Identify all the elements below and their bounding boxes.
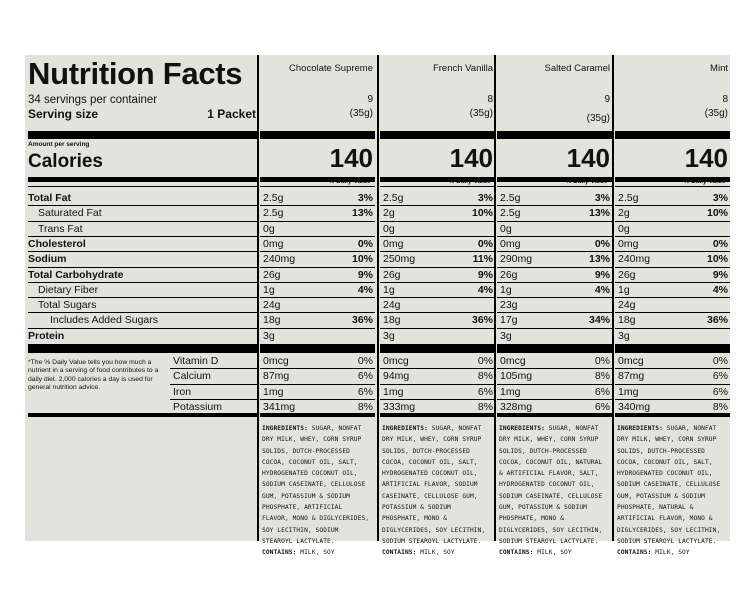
ingredients-label: INGREDIENTS: — [617, 425, 663, 432]
nutrient-label: Protein — [28, 329, 65, 342]
column-protein-bar — [380, 344, 495, 353]
vitamin-amount: 0mcg — [383, 355, 409, 367]
vitamin-amount: 94mg — [383, 370, 410, 383]
nutrient-rule — [260, 297, 375, 298]
nutrient-rule — [260, 251, 375, 252]
nutrient-rule — [260, 312, 375, 313]
nutrient-label: Dietary Fiber — [38, 283, 99, 296]
nutrient-label: Total Sugars — [38, 299, 97, 312]
nutrient-rule — [380, 251, 495, 252]
nutrient-amount: 2.5g — [500, 207, 521, 220]
nutrient-daily-value: 10% — [706, 207, 728, 220]
nutrient-amount: 1g — [383, 283, 395, 296]
nutrient-daily-value: 10% — [706, 253, 728, 266]
column-divider — [257, 55, 259, 541]
nutrient-rule — [28, 205, 257, 206]
column-top-bar — [615, 131, 730, 139]
nutrient-rule — [28, 267, 257, 268]
nutrient-rule — [380, 297, 495, 298]
column-divider — [612, 55, 614, 541]
flavor-serving-grams: (35g) — [469, 108, 493, 119]
vitamin-amount: 328mg — [500, 400, 533, 413]
contains-allergens: MILK, SOY — [420, 549, 455, 557]
nutrient-label: Total Carbohydrate — [28, 268, 124, 281]
nutrient-rule — [380, 328, 495, 329]
vitamin-amount: 0mcg — [263, 355, 289, 367]
serving-size-label: Serving size — [28, 107, 99, 121]
vitamin-rule — [260, 368, 375, 369]
nutrient-amount: 0mg — [618, 237, 639, 250]
nutrient-daily-value: 4% — [712, 283, 728, 296]
nutrient-rule — [497, 282, 612, 283]
vitamin-label: Calcium — [173, 370, 211, 383]
nutrient-amount: 0mg — [383, 237, 404, 250]
nutrient-daily-value: 13% — [351, 207, 373, 220]
nutrient-rule — [28, 297, 257, 298]
vitamin-daily-value: 0% — [594, 355, 610, 367]
contains-label: CONTAINS: — [617, 549, 652, 557]
column-divider — [377, 55, 379, 541]
vitamin-daily-value: 8% — [594, 370, 610, 383]
nutrient-rule — [497, 221, 612, 222]
label-calorie-bar — [28, 177, 257, 182]
column-dv-rule — [497, 186, 612, 187]
nutrient-amount: 0mg — [263, 237, 284, 250]
nutrient-daily-value: 9% — [477, 268, 493, 281]
nutrient-amount: 2g — [618, 207, 630, 220]
ingredients-list: SUGAR, NONFAT DRY MILK, WHEY, CORN SYRUP SOLIDS, DUTCH-PROCESSED COCOA, COCONUT OIL, SALT, HYDROGENATED COCONUT OIL, SODIUM CASEINATE, CELLULOSE GUM, POTASSIUM & SODIUM PHOSPHATE, NATURAL & ARTIFICIAL FLAVOR, MONO & DIGLYCERIDES, SOY LECITHIN, SODIUM STEAROYL LACTYLATE. — [617, 425, 721, 545]
column-dv-rule — [380, 186, 495, 187]
nutrient-rule — [615, 297, 730, 298]
nutrient-amount: 17g — [500, 314, 518, 327]
nutrient-amount: 0mg — [500, 237, 521, 250]
nutrient-amount: 18g — [618, 314, 636, 327]
ingredients-text — [617, 423, 726, 559]
nutrient-label: Includes Added Sugars — [50, 314, 158, 327]
dv-header: % Daily Value* — [565, 178, 610, 185]
nutrient-daily-value: 11% — [472, 253, 493, 266]
nutrient-rule — [615, 328, 730, 329]
nutrient-rule — [380, 282, 495, 283]
nutrient-amount: 2.5g — [263, 207, 284, 220]
ingredients-label: INGREDIENTS: — [499, 425, 545, 432]
vitamin-rule — [497, 368, 612, 369]
nutrient-rule — [260, 236, 375, 237]
nutrient-amount: 2.5g — [263, 192, 284, 204]
nutrient-daily-value: 0% — [477, 237, 493, 250]
column-vitamin-bottom-bar — [497, 413, 612, 417]
nutrient-amount: 2g — [383, 207, 395, 220]
dv-header: % Daily Value* — [328, 178, 373, 185]
vitamin-rule — [170, 368, 257, 369]
nutrient-rule — [380, 205, 495, 206]
nutrient-label: Total Fat — [28, 192, 71, 204]
daily-value-footnote: *The % Daily Value tells you how much a nutrient in a serving of food contributes to a daily diet. 2,000 calories a day is used for general nutrition advice. — [28, 359, 159, 392]
vitamin-daily-value: 8% — [357, 400, 373, 413]
nutrient-daily-value: 9% — [712, 268, 728, 281]
flavor-serving-grams: (35g) — [586, 113, 610, 124]
flavor-calories: 140 — [684, 143, 728, 173]
vitamin-amount: 341mg — [263, 400, 296, 413]
contains-label: CONTAINS: — [262, 549, 297, 557]
column-vitamin-bottom-bar — [380, 413, 495, 417]
vitamin-daily-value: 6% — [712, 370, 728, 383]
ingredients-list: SUGAR, NONFAT DRY MILK, WHEY, CORN SYRUP SOLIDS, DUTCH-PROCESSED COCOA, COCONUT OIL, SALT, HYDROGENATED COCONUT OIL, ARTIFICIAL FLAVOR, SODIUM CASEINATE, CELLULOSE GUM, POTASSIUM & SODIUM PHOSPHATE, MONO & DIGLYCERIDES, SOY LECITHIN, SODIUM STEAROYL LACTYLATE. — [382, 425, 486, 545]
vitamin-rule — [497, 399, 612, 400]
flavor-servings: 9 — [367, 94, 373, 105]
contains-allergens: MILK, SOY — [537, 549, 572, 557]
nutrient-rule — [615, 236, 730, 237]
nutrient-rule — [497, 267, 612, 268]
nutrient-rule — [260, 267, 375, 268]
nutrient-rule — [260, 328, 375, 329]
nutrient-amount: 1g — [500, 283, 512, 296]
nutrient-rule — [615, 312, 730, 313]
vitamin-amount: 0mcg — [618, 355, 644, 367]
nutrient-amount: 18g — [383, 314, 401, 327]
nutrient-daily-value: 9% — [594, 268, 610, 281]
nutrient-rule — [615, 251, 730, 252]
nutrition-facts-panel — [25, 55, 730, 557]
nutrient-label: Saturated Fat — [38, 207, 102, 220]
vitamin-amount: 340mg — [618, 400, 651, 413]
nutrient-daily-value: 0% — [712, 237, 728, 250]
contains-label: CONTAINS: — [382, 549, 417, 557]
nutrient-amount: 2.5g — [618, 192, 639, 204]
label-vitamin-bottom-bar — [28, 413, 257, 417]
vitamin-amount: 87mg — [618, 370, 645, 383]
vitamin-daily-value: 6% — [712, 385, 728, 398]
vitamin-amount: 87mg — [263, 370, 290, 383]
vitamin-daily-value: 8% — [712, 400, 728, 413]
vitamin-rule — [380, 368, 495, 369]
vitamin-rule — [615, 399, 730, 400]
nutrient-amount: 0g — [383, 222, 395, 235]
nutrient-amount: 1g — [263, 283, 275, 296]
nutrient-amount: 26g — [500, 268, 518, 281]
ingredients-text — [499, 423, 608, 559]
vitamin-rule — [615, 368, 730, 369]
nutrient-rule — [260, 221, 375, 222]
nutrient-rule — [28, 312, 257, 313]
nutrient-amount: 3g — [618, 329, 630, 342]
nutrient-daily-value: 3% — [594, 192, 610, 204]
vitamin-amount: 1mg — [500, 385, 521, 398]
nutrient-rule — [380, 267, 495, 268]
amount-per-serving-label: Amount per serving — [28, 141, 90, 148]
vitamin-rule — [170, 399, 257, 400]
column-vitamin-bottom-bar — [615, 413, 730, 417]
ingredients-label: INGREDIENTS: — [382, 425, 428, 432]
column-top-bar — [260, 131, 375, 139]
nutrient-amount: 3g — [263, 329, 275, 342]
vitamin-amount: 105mg — [500, 370, 533, 383]
vitamin-daily-value: 8% — [477, 370, 493, 383]
nutrient-amount: 26g — [383, 268, 401, 281]
vitamin-daily-value: 0% — [477, 355, 493, 367]
contains-allergens: MILK, SOY — [300, 549, 335, 557]
vitamin-rule — [497, 384, 612, 385]
vitamin-rule — [260, 399, 375, 400]
page-title: Nutrition Facts — [28, 56, 243, 91]
vitamin-daily-value: 0% — [712, 355, 728, 367]
nutrient-rule — [497, 251, 612, 252]
nutrient-daily-value: 3% — [477, 192, 493, 204]
nutrient-rule — [380, 221, 495, 222]
column-protein-bar — [615, 344, 730, 353]
flavor-name: Chocolate Supreme — [289, 63, 373, 74]
column-vitamin-bottom-bar — [260, 413, 375, 417]
vitamin-daily-value: 0% — [357, 355, 373, 367]
vitamin-rule — [170, 384, 257, 385]
nutrient-daily-value: 10% — [471, 207, 493, 220]
vitamin-rule — [260, 384, 375, 385]
nutrient-amount: 3g — [383, 329, 395, 342]
nutrient-daily-value: 36% — [471, 314, 493, 327]
serving-size-value: 1 Packet — [207, 107, 256, 121]
nutrient-rule — [497, 236, 612, 237]
nutrient-amount: 250mg — [383, 253, 416, 266]
nutrient-daily-value: 4% — [477, 283, 493, 296]
flavor-name: French Vanilla — [432, 63, 493, 74]
column-top-bar — [380, 131, 495, 139]
flavor-calories: 140 — [566, 143, 610, 173]
flavor-serving-grams: (35g) — [349, 108, 373, 119]
nutrient-amount: 0g — [618, 222, 630, 235]
nutrient-amount: 0g — [263, 222, 275, 235]
vitamin-amount: 1mg — [618, 385, 639, 398]
vitamin-rule — [615, 384, 730, 385]
nutrient-label: Trans Fat — [38, 222, 83, 235]
vitamin-daily-value: 8% — [477, 400, 493, 413]
nutrient-rule — [28, 251, 257, 252]
servings-per-container: 34 servings per container — [28, 94, 158, 106]
nutrient-daily-value: 4% — [357, 283, 373, 296]
nutrient-rule — [615, 221, 730, 222]
vitamin-daily-value: 6% — [357, 370, 373, 383]
nutrient-rule — [497, 297, 612, 298]
vitamin-amount: 1mg — [383, 385, 404, 398]
nutrient-rule — [260, 205, 375, 206]
nutrient-amount: 1g — [618, 283, 630, 296]
nutrient-amount: 2.5g — [383, 192, 404, 204]
vitamin-daily-value: 6% — [357, 385, 373, 398]
ingredients-list: SUGAR, NONFAT DRY MILK, WHEY, CORN SYRUP SOLIDS, DUTCH-PROCESSED COCOA, COCONUT OIL, SALT, HYDROGENATED COCONUT OIL, SODIUM CASEINATE, CELLULOSE GUM, POTASSIUM & SODIUM PHOSPHATE, ARTIFICIAL FLAVOR, MONO & DIGLYCERIDES, SOY LECITHIN, SODIUM STEAROYL LACTYLATE. — [262, 425, 370, 545]
nutrient-daily-value: 34% — [588, 314, 610, 327]
nutrient-amount: 3g — [500, 329, 512, 342]
contains-allergens: MILK, SOY — [655, 549, 690, 557]
nutrient-amount: 240mg — [263, 253, 296, 266]
label-protein-bar — [28, 344, 257, 353]
nutrient-rule — [260, 282, 375, 283]
vitamin-label: Iron — [173, 385, 192, 398]
column-top-bar — [497, 131, 612, 139]
column-dv-rule — [615, 186, 730, 187]
flavor-servings: 9 — [604, 94, 610, 105]
nutrient-rule — [380, 312, 495, 313]
flavor-servings: 8 — [722, 94, 728, 105]
ingredients-label: INGREDIENTS: — [262, 425, 308, 432]
flavor-calories: 140 — [449, 143, 493, 173]
ingredients-list: SUGAR, NONFAT DRY MILK, WHEY, CORN SYRUP SOLIDS, DUTCH-PROCESSED COCOA, COCONUT OIL, NATURAL & ARTIFICIAL FLAVOR, SALT, HYDROGENATED COCONUT OIL, SODIUM CASEINATE, CELLULOSE GUM, POTASSIUM & SODIUM PHOSPHATE, MONO & DIGLYCERIDES, SOY LECITHIN, SODIUM STEAROYL LACTYLATE. — [499, 425, 603, 545]
nutrient-amount: 23g — [500, 299, 518, 312]
vitamin-amount: 0mcg — [500, 355, 526, 367]
dv-header: % Daily Value* — [683, 178, 728, 185]
vitamin-rule — [380, 384, 495, 385]
flavor-serving-grams: (35g) — [704, 108, 728, 119]
column-dv-rule — [260, 186, 375, 187]
nutrient-amount: 24g — [263, 299, 281, 312]
nutrient-amount: 18g — [263, 314, 281, 327]
nutrient-rule — [28, 282, 257, 283]
nutrient-daily-value: 0% — [357, 237, 373, 250]
flavor-calories: 140 — [329, 143, 373, 173]
vitamin-daily-value: 6% — [594, 400, 610, 413]
vitamin-amount: 1mg — [263, 385, 284, 398]
nutrient-daily-value: 10% — [351, 253, 373, 266]
nutrient-rule — [615, 282, 730, 283]
nutrient-amount: 0g — [500, 222, 512, 235]
nutrient-rule — [28, 221, 257, 222]
nutrient-label: Sodium — [28, 253, 67, 266]
vitamin-amount: 333mg — [383, 400, 416, 413]
vitamin-label: Vitamin D — [173, 355, 219, 367]
nutrient-rule — [380, 236, 495, 237]
nutrient-amount: 26g — [618, 268, 636, 281]
nutrient-daily-value: 9% — [357, 268, 373, 281]
nutrient-rule — [615, 267, 730, 268]
nutrient-amount: 24g — [383, 299, 401, 312]
nutrient-amount: 240mg — [618, 253, 651, 266]
vitamin-label: Potassium — [173, 400, 223, 413]
label-dv-rule — [28, 186, 257, 187]
column-protein-bar — [260, 344, 375, 353]
nutrient-rule — [28, 328, 257, 329]
nutrient-amount: 2.5g — [500, 192, 521, 204]
calories-label: Calories — [28, 151, 103, 172]
vitamin-rule — [380, 399, 495, 400]
dv-header: % Daily Value* — [448, 178, 493, 185]
ingredients-text — [262, 423, 371, 559]
nutrient-daily-value: 13% — [588, 253, 610, 266]
vitamin-daily-value: 6% — [477, 385, 493, 398]
nutrient-daily-value: 0% — [594, 237, 610, 250]
nutrient-daily-value: 4% — [594, 283, 610, 296]
nutrient-daily-value: 36% — [706, 314, 728, 327]
nutrient-daily-value: 3% — [712, 192, 728, 204]
nutrient-rule — [615, 205, 730, 206]
nutrient-rule — [497, 205, 612, 206]
nutrient-rule — [28, 236, 257, 237]
nutrient-rule — [497, 312, 612, 313]
flavor-name: Salted Caramel — [544, 63, 610, 74]
flavor-servings: 8 — [487, 94, 493, 105]
ingredients-text — [382, 423, 491, 559]
vitamin-daily-value: 6% — [594, 385, 610, 398]
nutrient-amount: 24g — [618, 299, 636, 312]
nutrient-rule — [497, 328, 612, 329]
nutrient-daily-value: 36% — [351, 314, 373, 327]
column-protein-bar — [497, 344, 612, 353]
nutrient-daily-value: 3% — [357, 192, 373, 204]
nutrient-label: Cholesterol — [28, 237, 86, 250]
contains-label: CONTAINS: — [499, 549, 534, 557]
nutrient-daily-value: 13% — [588, 207, 610, 220]
flavor-name: Mint — [710, 63, 728, 74]
nutrient-amount: 290mg — [500, 253, 533, 266]
label-top-bar — [28, 131, 257, 139]
nutrient-amount: 26g — [263, 268, 281, 281]
